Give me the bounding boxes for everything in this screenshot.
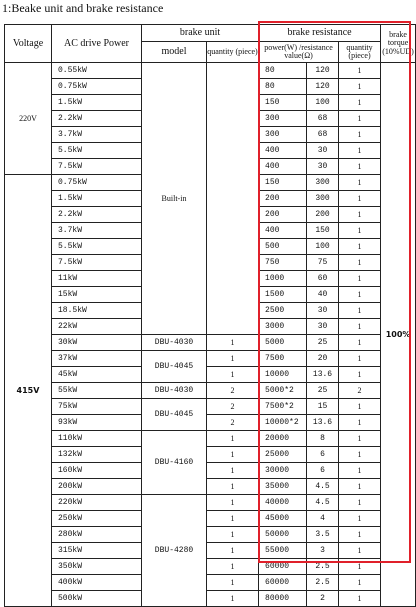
drive-power-cell: 0.55kW bbox=[52, 63, 142, 79]
header-brake-resistance: brake resistance bbox=[259, 25, 381, 42]
drive-power-cell: 220kW bbox=[52, 495, 142, 511]
resistor-power-cell: 45000 bbox=[259, 511, 307, 527]
unit-quantity-cell: 1 bbox=[207, 511, 259, 527]
resistor-quantity-cell: 1 bbox=[339, 95, 381, 111]
drive-power-cell: 350kW bbox=[52, 559, 142, 575]
resistance-value-cell: 68 bbox=[307, 127, 339, 143]
drive-power-cell: 2.2kW bbox=[52, 207, 142, 223]
resistance-value-cell: 68 bbox=[307, 111, 339, 127]
drive-power-cell: 3.7kW bbox=[52, 127, 142, 143]
table-row bbox=[5, 383, 416, 399]
table-row bbox=[5, 447, 416, 463]
resistor-quantity-cell: 1 bbox=[339, 63, 381, 79]
resistor-quantity-cell: 1 bbox=[339, 271, 381, 287]
drive-power-cell: 110kW bbox=[52, 431, 142, 447]
resistor-quantity-cell: 2 bbox=[339, 383, 381, 399]
resistor-power-cell: 300 bbox=[259, 127, 307, 143]
resistance-value-cell: 13.6 bbox=[307, 415, 339, 431]
unit-quantity-cell: 1 bbox=[207, 367, 259, 383]
resistance-value-cell: 3 bbox=[307, 543, 339, 559]
resistance-value-cell: 120 bbox=[307, 79, 339, 95]
drive-power-cell: 0.75kW bbox=[52, 79, 142, 95]
drive-power-cell: 1.5kW bbox=[52, 95, 142, 111]
unit-quantity-cell: 1 bbox=[207, 575, 259, 591]
table-row bbox=[5, 559, 416, 575]
table-row bbox=[5, 335, 416, 351]
unit-quantity-cell: 1 bbox=[207, 431, 259, 447]
table-row bbox=[5, 63, 416, 79]
resistor-power-cell: 200 bbox=[259, 191, 307, 207]
table-body bbox=[5, 63, 416, 607]
resistor-quantity-cell: 1 bbox=[339, 527, 381, 543]
table-row bbox=[5, 431, 416, 447]
drive-power-cell: 7.5kW bbox=[52, 159, 142, 175]
resistance-value-cell: 30 bbox=[307, 303, 339, 319]
resistor-quantity-cell: 1 bbox=[339, 287, 381, 303]
resistor-quantity-cell: 1 bbox=[339, 431, 381, 447]
resistance-value-cell: 120 bbox=[307, 63, 339, 79]
unit-quantity-cell: 1 bbox=[207, 463, 259, 479]
resistor-power-cell: 80 bbox=[259, 63, 307, 79]
resistor-power-cell: 150 bbox=[259, 95, 307, 111]
resistor-power-cell: 3000 bbox=[259, 319, 307, 335]
unit-quantity-cell: 1 bbox=[207, 351, 259, 367]
resistor-power-cell: 50000 bbox=[259, 527, 307, 543]
resistor-quantity-cell: 1 bbox=[339, 143, 381, 159]
drive-power-cell: 500kW bbox=[52, 591, 142, 607]
unit-quantity-cell: 1 bbox=[207, 495, 259, 511]
resistance-value-cell: 4.5 bbox=[307, 479, 339, 495]
unit-quantity-cell: 1 bbox=[207, 335, 259, 351]
header-voltage: Voltage bbox=[5, 25, 52, 63]
table-row bbox=[5, 463, 416, 479]
resistance-value-cell: 150 bbox=[307, 223, 339, 239]
document-title: 1:Beake unit and brake resistance bbox=[2, 1, 164, 15]
resistor-quantity-cell: 1 bbox=[339, 191, 381, 207]
drive-power-cell: 45kW bbox=[52, 367, 142, 383]
drive-power-cell: 55kW bbox=[52, 383, 142, 399]
drive-power-cell: 75kW bbox=[52, 399, 142, 415]
unit-quantity-cell: 1 bbox=[207, 447, 259, 463]
drive-power-cell: 5.5kW bbox=[52, 143, 142, 159]
resistance-value-cell: 2.5 bbox=[307, 575, 339, 591]
resistor-quantity-cell: 1 bbox=[339, 239, 381, 255]
resistance-value-cell: 2.5 bbox=[307, 559, 339, 575]
drive-power-cell: 315kW bbox=[52, 543, 142, 559]
resistor-quantity-cell: 1 bbox=[339, 207, 381, 223]
table-row bbox=[5, 415, 416, 431]
drive-power-cell: 132kW bbox=[52, 447, 142, 463]
resistance-value-cell: 100 bbox=[307, 239, 339, 255]
resistor-power-cell: 10000 bbox=[259, 367, 307, 383]
resistance-value-cell: 30 bbox=[307, 159, 339, 175]
drive-power-cell: 15kW bbox=[52, 287, 142, 303]
resistor-power-cell: 80 bbox=[259, 79, 307, 95]
unit-quantity-cell: 1 bbox=[207, 543, 259, 559]
table-row bbox=[5, 351, 416, 367]
unit-quantity-cell: 2 bbox=[207, 399, 259, 415]
header-ac-drive-power: AC drive Power bbox=[52, 25, 142, 63]
table-row bbox=[5, 479, 416, 495]
resistor-quantity-cell: 1 bbox=[339, 575, 381, 591]
resistance-value-cell: 20 bbox=[307, 351, 339, 367]
resistance-value-cell: 6 bbox=[307, 463, 339, 479]
resistor-power-cell: 150 bbox=[259, 175, 307, 191]
header-res-quantity: quantity (piece) bbox=[339, 42, 381, 63]
voltage-220v: 220V bbox=[5, 63, 52, 175]
model-dbu4160: DBU-4160 bbox=[142, 431, 207, 495]
resistance-value-cell: 200 bbox=[307, 207, 339, 223]
drive-power-cell: 280kW bbox=[52, 527, 142, 543]
model-dbu4045: DBU-4045 bbox=[142, 399, 207, 431]
drive-power-cell: 11kW bbox=[52, 271, 142, 287]
resistance-value-cell: 75 bbox=[307, 255, 339, 271]
resistor-power-cell: 2500 bbox=[259, 303, 307, 319]
resistor-power-cell: 55000 bbox=[259, 543, 307, 559]
resistance-value-cell: 2 bbox=[307, 591, 339, 607]
drive-power-cell: 400kW bbox=[52, 575, 142, 591]
resistor-quantity-cell: 1 bbox=[339, 127, 381, 143]
resistor-power-cell: 20000 bbox=[259, 431, 307, 447]
resistance-value-cell: 13.6 bbox=[307, 367, 339, 383]
resistance-value-cell: 6 bbox=[307, 447, 339, 463]
model-dbu4280: DBU-4280 bbox=[142, 495, 207, 607]
brake-spec-table bbox=[4, 24, 416, 607]
resistor-quantity-cell: 1 bbox=[339, 367, 381, 383]
resistor-quantity-cell: 1 bbox=[339, 159, 381, 175]
header-brake-torque: brake torque (10%UD) bbox=[381, 25, 416, 63]
table-row bbox=[5, 399, 416, 415]
resistance-value-cell: 15 bbox=[307, 399, 339, 415]
resistor-quantity-cell: 1 bbox=[339, 399, 381, 415]
drive-power-cell: 3.7kW bbox=[52, 223, 142, 239]
drive-power-cell: 22kW bbox=[52, 319, 142, 335]
voltage-415v: 415V bbox=[5, 175, 52, 607]
resistor-quantity-cell: 1 bbox=[339, 543, 381, 559]
resistor-quantity-cell: 1 bbox=[339, 415, 381, 431]
resistor-power-cell: 5000*2 bbox=[259, 383, 307, 399]
table-row bbox=[5, 575, 416, 591]
resistor-quantity-cell: 1 bbox=[339, 223, 381, 239]
resistance-value-cell: 25 bbox=[307, 335, 339, 351]
resistance-value-cell: 300 bbox=[307, 175, 339, 191]
resistance-value-cell: 40 bbox=[307, 287, 339, 303]
resistor-power-cell: 400 bbox=[259, 159, 307, 175]
header-brake-unit: brake unit bbox=[142, 25, 259, 42]
model-dbu4030: DBU-4030 bbox=[142, 383, 207, 399]
resistance-value-cell: 100 bbox=[307, 95, 339, 111]
resistor-power-cell: 30000 bbox=[259, 463, 307, 479]
resistor-power-cell: 1500 bbox=[259, 287, 307, 303]
table-row bbox=[5, 591, 416, 607]
resistor-quantity-cell: 1 bbox=[339, 495, 381, 511]
resistor-power-cell: 400 bbox=[259, 223, 307, 239]
resistor-quantity-cell: 1 bbox=[339, 335, 381, 351]
drive-power-cell: 37kW bbox=[52, 351, 142, 367]
unit-quantity-cell: 1 bbox=[207, 591, 259, 607]
drive-power-cell: 5.5kW bbox=[52, 239, 142, 255]
resistor-power-cell: 25000 bbox=[259, 447, 307, 463]
table-row bbox=[5, 367, 416, 383]
resistance-value-cell: 3.5 bbox=[307, 527, 339, 543]
resistor-quantity-cell: 1 bbox=[339, 511, 381, 527]
drive-power-cell: 93kW bbox=[52, 415, 142, 431]
brake-torque-value: 100% bbox=[381, 63, 416, 607]
drive-power-cell: 160kW bbox=[52, 463, 142, 479]
drive-power-cell: 30kW bbox=[52, 335, 142, 351]
resistor-quantity-cell: 1 bbox=[339, 79, 381, 95]
model-builtin: Built-in bbox=[142, 63, 207, 335]
resistor-power-cell: 400 bbox=[259, 143, 307, 159]
resistance-value-cell: 4 bbox=[307, 511, 339, 527]
drive-power-cell: 0.75kW bbox=[52, 175, 142, 191]
resistor-quantity-cell: 1 bbox=[339, 111, 381, 127]
resistor-power-cell: 10000*2 bbox=[259, 415, 307, 431]
header-unit-quantity: quantity (piece) bbox=[207, 42, 259, 63]
resistance-value-cell: 8 bbox=[307, 431, 339, 447]
resistor-quantity-cell: 1 bbox=[339, 255, 381, 271]
drive-power-cell: 7.5kW bbox=[52, 255, 142, 271]
header-model: model bbox=[142, 42, 207, 63]
resistance-value-cell: 4.5 bbox=[307, 495, 339, 511]
resistor-power-cell: 1000 bbox=[259, 271, 307, 287]
resistor-power-cell: 500 bbox=[259, 239, 307, 255]
header-power-resistance: power(W) /resistance value(Ω) bbox=[259, 42, 339, 63]
model-dbu4030: DBU-4030 bbox=[142, 335, 207, 351]
unit-quantity-cell: 2 bbox=[207, 415, 259, 431]
resistor-quantity-cell: 1 bbox=[339, 303, 381, 319]
resistor-quantity-cell: 1 bbox=[339, 447, 381, 463]
resistor-power-cell: 35000 bbox=[259, 479, 307, 495]
resistance-value-cell: 30 bbox=[307, 319, 339, 335]
table-row bbox=[5, 527, 416, 543]
resistor-power-cell: 80000 bbox=[259, 591, 307, 607]
drive-power-cell: 250kW bbox=[52, 511, 142, 527]
resistor-power-cell: 200 bbox=[259, 207, 307, 223]
resistor-quantity-cell: 1 bbox=[339, 479, 381, 495]
resistor-quantity-cell: 1 bbox=[339, 175, 381, 191]
drive-power-cell: 1.5kW bbox=[52, 191, 142, 207]
resistance-value-cell: 60 bbox=[307, 271, 339, 287]
unit-quantity-cell: 2 bbox=[207, 383, 259, 399]
resistor-power-cell: 750 bbox=[259, 255, 307, 271]
drive-power-cell: 18.5kW bbox=[52, 303, 142, 319]
unit-quantity-cell: 1 bbox=[207, 479, 259, 495]
resistor-power-cell: 7500*2 bbox=[259, 399, 307, 415]
drive-power-cell: 200kW bbox=[52, 479, 142, 495]
table-row bbox=[5, 511, 416, 527]
resistor-power-cell: 300 bbox=[259, 111, 307, 127]
resistor-quantity-cell: 1 bbox=[339, 351, 381, 367]
resistor-quantity-cell: 1 bbox=[339, 463, 381, 479]
resistor-quantity-cell: 1 bbox=[339, 319, 381, 335]
resistance-value-cell: 25 bbox=[307, 383, 339, 399]
resistor-quantity-cell: 1 bbox=[339, 591, 381, 607]
resistor-power-cell: 40000 bbox=[259, 495, 307, 511]
table-row bbox=[5, 495, 416, 511]
model-dbu4045: DBU-4045 bbox=[142, 351, 207, 383]
resistor-power-cell: 60000 bbox=[259, 575, 307, 591]
resistor-power-cell: 7500 bbox=[259, 351, 307, 367]
resistance-value-cell: 300 bbox=[307, 191, 339, 207]
unit-quantity-cell: 1 bbox=[207, 559, 259, 575]
drive-power-cell: 2.2kW bbox=[52, 111, 142, 127]
unit-quantity-cell bbox=[207, 63, 259, 335]
table-row bbox=[5, 543, 416, 559]
resistor-quantity-cell: 1 bbox=[339, 559, 381, 575]
resistance-value-cell: 30 bbox=[307, 143, 339, 159]
resistor-power-cell: 60000 bbox=[259, 559, 307, 575]
resistor-power-cell: 5000 bbox=[259, 335, 307, 351]
unit-quantity-cell: 1 bbox=[207, 527, 259, 543]
